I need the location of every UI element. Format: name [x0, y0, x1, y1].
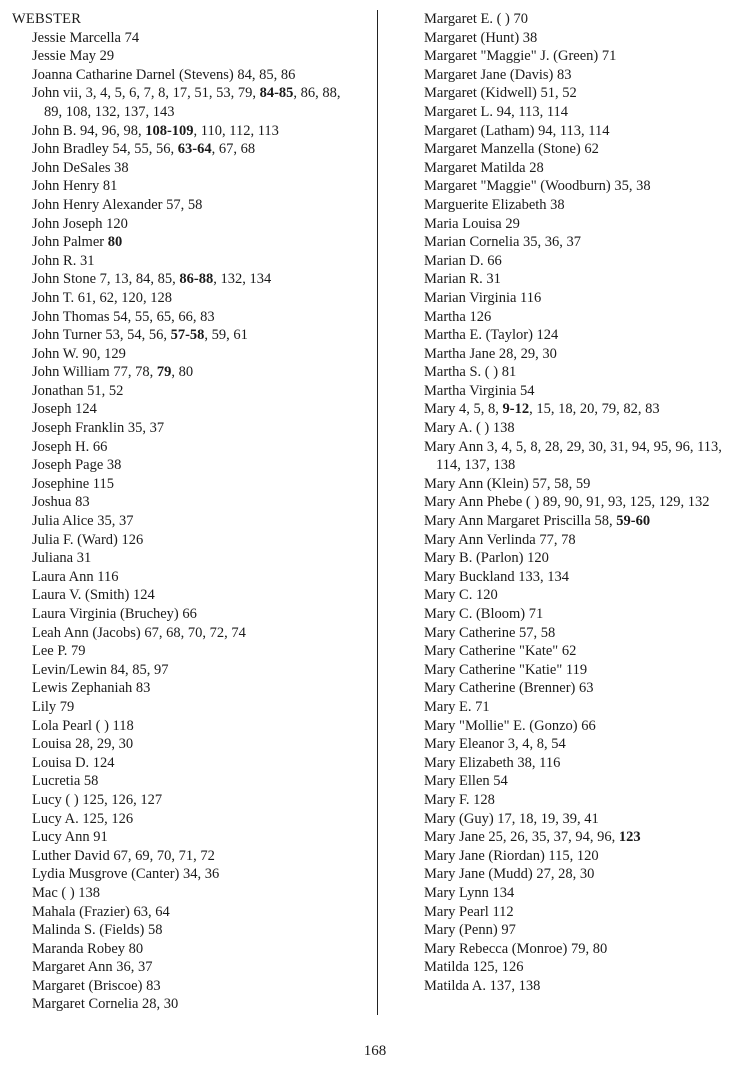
entry-text: Mary "Mollie" E. (Gonzo) 66 — [424, 717, 596, 734]
index-entry — [12, 233, 362, 252]
index-entry — [424, 735, 742, 754]
index-entry — [12, 345, 362, 364]
index-entry — [424, 772, 742, 791]
entry-text: Mary Jane (Mudd) 27, 28, 30 — [424, 866, 595, 883]
index-entry — [424, 382, 742, 401]
entry-text: Jessie May 29 — [32, 48, 115, 65]
index-entry — [424, 828, 742, 847]
index-entry — [12, 159, 362, 178]
entry-text: John T. 61, 62, 120, 128 — [32, 289, 173, 306]
entry-text: Lewis Zephaniah 83 — [32, 680, 151, 697]
principal-page-reference: 108-109 — [145, 122, 194, 139]
index-entry — [424, 865, 742, 884]
entry-text: Louisa D. 124 — [32, 754, 115, 771]
left-entry-list — [12, 29, 362, 1014]
entry-text: John vii, 3, 4, 5, 6, 7, 8, 17, 51, 53, 79, — [32, 85, 260, 102]
entry-text: Marian Virginia 116 — [424, 289, 542, 306]
entry-text: Joseph Page 38 — [32, 457, 122, 474]
entry-text: , 15, 18, 20, 79, 82, 83 — [529, 401, 660, 418]
index-entry — [12, 717, 362, 736]
index-entry — [12, 512, 362, 531]
index-entry — [424, 326, 742, 345]
entry-text: Mary Ann Verlinda 77, 78 — [424, 531, 576, 548]
index-entry — [424, 568, 742, 587]
index-entry — [12, 419, 362, 438]
index-entry — [12, 698, 362, 717]
index-entry — [12, 995, 362, 1014]
index-entry — [424, 977, 742, 996]
entry-text: Lily 79 — [32, 698, 75, 715]
entry-text: Mary A. ( ) 138 — [424, 420, 515, 437]
entry-text: Marian D. 66 — [424, 252, 502, 269]
entry-text: Mary (Guy) 17, 18, 19, 39, 41 — [424, 810, 599, 827]
index-entry — [12, 252, 362, 271]
principal-page-reference: 84-85 — [259, 85, 294, 102]
index-entry — [424, 345, 742, 364]
entry-text: Laura Ann 116 — [32, 568, 119, 585]
entry-text: John Palmer — [32, 234, 108, 251]
index-entry — [424, 400, 742, 419]
entry-text: Mary Elizabeth 38, 116 — [424, 754, 561, 771]
index-entry — [12, 586, 362, 605]
index-entry — [12, 977, 362, 996]
index-entry — [424, 159, 742, 178]
index-entry — [424, 661, 742, 680]
entry-text: Leah Ann (Jacobs) 67, 68, 70, 72, 74 — [32, 624, 246, 641]
entry-text: John Thomas 54, 55, 65, 66, 83 — [32, 308, 215, 325]
entry-text: Lydia Musgrove (Canter) 34, 36 — [32, 866, 220, 883]
entry-text: Mary Ann (Klein) 57, 58, 59 — [424, 475, 591, 492]
principal-page-reference: 57-58 — [170, 327, 205, 344]
entry-text: Margaret Manzella (Stone) 62 — [424, 141, 599, 158]
entry-text: Margaret (Hunt) 38 — [424, 29, 538, 46]
entry-text: Margaret (Latham) 94, 113, 114 — [424, 122, 610, 139]
index-entry — [424, 791, 742, 810]
index-entry — [424, 363, 742, 382]
entry-text: John Turner 53, 54, 56, — [32, 327, 171, 344]
index-entry — [424, 233, 742, 252]
entry-text: Lucy Ann 91 — [32, 829, 108, 846]
index-entry — [424, 679, 742, 698]
index-entry — [12, 270, 362, 289]
index-entry — [12, 29, 362, 48]
index-entry — [12, 382, 362, 401]
index-entry — [12, 549, 362, 568]
index-entry — [424, 122, 742, 141]
entry-text: Marian Cornelia 35, 36, 37 — [424, 234, 582, 251]
entry-text: John W. 90, 129 — [32, 345, 126, 362]
entry-text: Mary 4, 5, 8, — [424, 401, 503, 418]
index-entry — [12, 47, 362, 66]
index-entry — [12, 215, 362, 234]
index-entry — [424, 586, 742, 605]
index-entry — [12, 456, 362, 475]
index-entry — [424, 642, 742, 661]
index-entry — [12, 661, 362, 680]
page-number: 168 — [363, 1043, 387, 1059]
index-entry — [12, 679, 362, 698]
index-entry — [12, 921, 362, 940]
entry-text: Mary E. 71 — [424, 698, 490, 715]
entry-text: Matilda A. 137, 138 — [424, 977, 541, 994]
entry-text: Mary Catherine (Brenner) 63 — [424, 680, 594, 697]
index-entry — [12, 903, 362, 922]
index-entry — [12, 605, 362, 624]
entry-text: Mary Catherine 57, 58 — [424, 624, 556, 641]
entry-text: Martha S. ( ) 81 — [424, 364, 517, 381]
entry-text: Martha Jane 28, 29, 30 — [424, 345, 557, 362]
entry-text: Marguerite Elizabeth 38 — [424, 196, 565, 213]
entry-text: Mary Ann Margaret Priscilla 58, — [424, 513, 617, 530]
entry-text: Margaret Ann 36, 37 — [32, 959, 153, 976]
index-entry — [424, 84, 742, 103]
entry-text: Martha E. (Taylor) 124 — [424, 327, 559, 344]
entry-text: Mary Jane 25, 26, 35, 37, 94, 96, — [424, 829, 619, 846]
entry-text: John DeSales 38 — [32, 159, 129, 176]
entry-text: Margaret "Maggie" J. (Green) 71 — [424, 48, 617, 65]
principal-page-reference: 9-12 — [502, 401, 530, 418]
entry-text: John Henry Alexander 57, 58 — [32, 196, 203, 213]
entry-text: John B. 94, 96, 98, — [32, 122, 146, 139]
entry-text: Joanna Catharine Darnel (Stevens) 84, 85, 86 — [32, 66, 296, 83]
index-entry — [424, 215, 742, 234]
entry-text: Martha Virginia 54 — [424, 382, 535, 399]
entry-text: Margaret Jane (Davis) 83 — [424, 66, 572, 83]
entry-text: Joseph H. 66 — [32, 438, 108, 455]
index-entry — [12, 438, 362, 457]
surname-heading: WEBSTER — [12, 11, 82, 27]
index-entry — [12, 810, 362, 829]
column-divider — [377, 10, 378, 1015]
index-entry — [12, 884, 362, 903]
index-entry — [424, 177, 742, 196]
entry-text: Mary Buckland 133, 134 — [424, 568, 569, 585]
entry-text: John Joseph 120 — [32, 215, 128, 232]
index-entry — [12, 84, 362, 121]
entry-text: Mary Ellen 54 — [424, 773, 508, 790]
index-entry — [12, 122, 362, 141]
entry-text: Mary Catherine "Kate" 62 — [424, 643, 577, 660]
index-entry — [424, 605, 742, 624]
index-entry — [424, 438, 742, 475]
entry-text: Margaret (Kidwell) 51, 52 — [424, 85, 577, 102]
entry-text: Mary Rebecca (Monroe) 79, 80 — [424, 940, 608, 957]
entry-text: Mary Catherine "Katie" 119 — [424, 661, 588, 678]
index-entry — [12, 400, 362, 419]
entry-text: , 86, 88, 89, 108, 132, 137, 143 — [44, 85, 341, 120]
index-entry — [424, 419, 742, 438]
principal-page-reference: 123 — [618, 829, 641, 846]
index-entry — [12, 624, 362, 643]
index-entry — [424, 884, 742, 903]
index-entry — [424, 140, 742, 159]
index-entry — [12, 363, 362, 382]
index-entry — [12, 308, 362, 327]
entry-text: John Bradley 54, 55, 56, — [32, 141, 178, 158]
entry-text: , 67, 68 — [211, 141, 256, 158]
entry-text: Mary Eleanor 3, 4, 8, 54 — [424, 736, 566, 753]
principal-page-reference: 86-88 — [179, 271, 214, 288]
entry-text: Mary Ann Phebe ( ) 89, 90, 91, 93, 125, 129, 132 — [424, 494, 710, 511]
entry-text: John R. 31 — [32, 252, 95, 269]
index-entry — [12, 754, 362, 773]
index-entry — [12, 326, 362, 345]
entry-text: John Henry 81 — [32, 178, 118, 195]
entry-text: , 132, 134 — [213, 271, 272, 288]
entry-text: Maranda Robey 80 — [32, 940, 144, 957]
index-entry — [424, 903, 742, 922]
entry-text: Mary C. 120 — [424, 587, 498, 604]
principal-page-reference: 80 — [107, 234, 123, 251]
index-entry — [12, 140, 362, 159]
entry-text: Julia Alice 35, 37 — [32, 513, 134, 530]
index-entry — [12, 177, 362, 196]
entry-text: Margaret E. ( ) 70 — [424, 11, 529, 27]
index-entry — [424, 29, 742, 48]
index-entry — [424, 624, 742, 643]
index-entry — [424, 475, 742, 494]
entry-text: Lucretia 58 — [32, 773, 99, 790]
index-entry — [424, 940, 742, 959]
entry-text: Margaret Cornelia 28, 30 — [32, 996, 179, 1013]
entry-text: Juliana 31 — [32, 550, 92, 567]
index-entry — [424, 289, 742, 308]
index-entry — [12, 772, 362, 791]
index-entry — [424, 10, 742, 29]
entry-text: Margaret "Maggie" (Woodburn) 35, 38 — [424, 178, 651, 195]
entry-text: , 110, 112, 113 — [193, 122, 279, 139]
entry-text: Joseph 124 — [32, 401, 97, 418]
index-entry — [424, 549, 742, 568]
index-entry — [424, 921, 742, 940]
index-entry — [424, 717, 742, 736]
right-index-column — [424, 10, 742, 995]
entry-text: Matilda 125, 126 — [424, 959, 524, 976]
entry-text: Mahala (Frazier) 63, 64 — [32, 903, 170, 920]
entry-text: Mac ( ) 138 — [32, 884, 101, 901]
index-entry — [12, 196, 362, 215]
index-entry — [424, 308, 742, 327]
entry-text: Jessie Marcella 74 — [32, 29, 140, 46]
entry-text: , 80 — [171, 364, 194, 381]
entry-text: John William 77, 78, — [32, 364, 157, 381]
index-entry — [424, 810, 742, 829]
index-entry — [424, 196, 742, 215]
index-entry — [12, 531, 362, 550]
index-entry — [12, 568, 362, 587]
index-entry — [424, 512, 742, 531]
left-index-column — [12, 10, 362, 1014]
index-entry — [424, 754, 742, 773]
index-entry — [424, 958, 742, 977]
entry-text: Margaret L. 94, 113, 114 — [424, 103, 569, 120]
index-entry — [424, 698, 742, 717]
index-entry — [12, 828, 362, 847]
index-entry — [424, 47, 742, 66]
right-entry-list — [424, 10, 742, 995]
index-entry — [424, 66, 742, 85]
entry-text: Laura V. (Smith) 124 — [32, 587, 155, 604]
index-entry — [12, 735, 362, 754]
principal-page-reference: 63-64 — [177, 141, 212, 158]
entry-text: Josephine 115 — [32, 475, 115, 492]
entry-text: Louisa 28, 29, 30 — [32, 736, 134, 753]
index-entry — [12, 289, 362, 308]
entry-text: Margaret Matilda 28 — [424, 159, 544, 176]
entry-text: Levin/Lewin 84, 85, 97 — [32, 661, 169, 678]
entry-text: Julia F. (Ward) 126 — [32, 531, 144, 548]
principal-page-reference: 59-60 — [616, 513, 651, 530]
entry-text: Jonathan 51, 52 — [32, 382, 124, 399]
entry-text: , 59, 61 — [204, 327, 248, 344]
entry-text: Luther David 67, 69, 70, 71, 72 — [32, 847, 215, 864]
index-entry — [424, 493, 742, 512]
entry-text: Joshua 83 — [32, 494, 90, 511]
entry-text: Margaret (Briscoe) 83 — [32, 977, 161, 994]
index-entry — [12, 791, 362, 810]
index-entry — [424, 531, 742, 550]
index-entry — [424, 270, 742, 289]
entry-text: Mary Pearl 112 — [424, 903, 514, 920]
entry-text: Lucy A. 125, 126 — [32, 810, 134, 827]
index-entry — [12, 493, 362, 512]
entry-text: Mary B. (Parlon) 120 — [424, 550, 549, 567]
entry-text: Mary F. 128 — [424, 791, 495, 808]
entry-text: Mary Ann 3, 4, 5, 8, 28, 29, 30, 31, 94, 95, 96, 113, 114, 137, 138 — [424, 438, 722, 474]
principal-page-reference: 79 — [156, 364, 172, 381]
entry-text: Mary C. (Bloom) 71 — [424, 606, 544, 622]
index-entry — [12, 865, 362, 884]
index-entry — [12, 475, 362, 494]
index-entry — [12, 642, 362, 661]
entry-text: Lucy ( ) 125, 126, 127 — [32, 791, 163, 808]
entry-text: Martha 126 — [424, 308, 492, 325]
entry-text: Mary Lynn 134 — [424, 884, 515, 901]
entry-text: Malinda S. (Fields) 58 — [32, 922, 163, 939]
entry-text: Mary Jane (Riordan) 115, 120 — [424, 847, 599, 864]
entry-text: Joseph Franklin 35, 37 — [32, 420, 165, 437]
index-entry — [424, 847, 742, 866]
entry-text: Lola Pearl ( ) 118 — [32, 717, 134, 734]
index-entry — [12, 847, 362, 866]
entry-text: Maria Louisa 29 — [424, 215, 520, 232]
index-entry — [424, 252, 742, 271]
entry-text: Mary (Penn) 97 — [424, 922, 516, 939]
index-entry — [12, 940, 362, 959]
entry-text: Laura Virginia (Bruchey) 66 — [32, 606, 197, 622]
index-entry — [424, 103, 742, 122]
entry-text: John Stone 7, 13, 84, 85, — [32, 271, 180, 288]
entry-text: Lee P. 79 — [32, 643, 86, 660]
index-entry — [12, 66, 362, 85]
entry-text: Marian R. 31 — [424, 271, 501, 288]
index-entry — [12, 958, 362, 977]
